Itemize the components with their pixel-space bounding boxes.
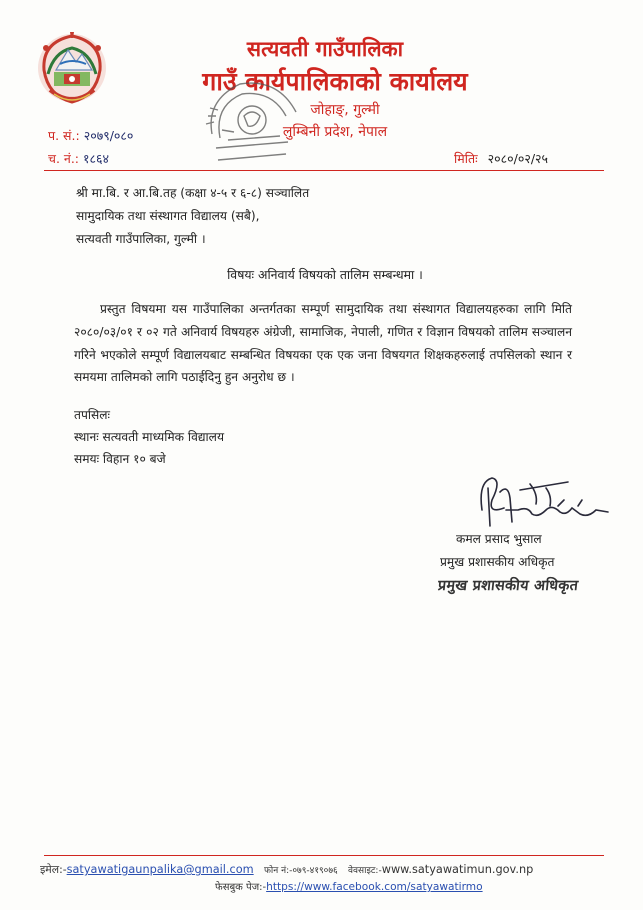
facebook-link[interactable]: https://www.facebook.com/satyawatirmo (266, 881, 483, 893)
reference-number-label: प. सं.: (48, 128, 80, 143)
header-divider (44, 170, 604, 171)
letter-body: प्रस्तुत विषयमा यस गाउँपालिका अन्तर्गतका सम्पूर्ण सामुदायिक तथा संस्थागत विद्यालयहरुका लागि मिति २०८०/०३/०१ र ०२ गते अनिवार्य विषयहरु अंग्रेजी, सामाजिक, नेपाली, गणित र विज्ञान विषयको तालिम सञ्चालन गरिने भएकोले सम्पूर्ण विद्यालयबाट सम्बन्धित विषयका एक एक जना विषयगत शिक्षकहरुलाई तपसिलको स्थान र समयमा तालिमको लागि पठाईदिनु हुन अनुरोध छ । (74, 302, 572, 385)
letter-subject: विषयः अनिवार्य विषयको तालिम सम्बन्धमा । (227, 267, 423, 282)
addressee-line: सत्यवती गाउँपालिका, गुल्मी । (76, 232, 206, 246)
facebook-label: फेसबुक पेज:- (215, 882, 267, 893)
details-time: समयः विहान १० बजे (74, 452, 166, 466)
website-link[interactable]: www.satyawatimun.gov.np (381, 863, 534, 876)
office-seal-stamp (200, 72, 304, 170)
details-heading: तपसिलः (74, 408, 110, 422)
letter-date (454, 150, 548, 167)
municipality-name: सत्यवती गाउँपालिका (246, 37, 404, 61)
footer-facebook (215, 879, 483, 893)
office-name: गाउँ कार्यपालिकाको कार्यालय (202, 67, 468, 96)
reference-number (48, 127, 133, 144)
website-label: वेवसाइट:- (348, 866, 382, 876)
office-location: जोहाङ्, गुल्मी (310, 102, 380, 118)
reference-number-value: २०७९/०८० (83, 128, 134, 143)
letter-date-label: मितिः (454, 151, 478, 166)
dispatch-number (48, 150, 109, 167)
dispatch-number-label: च. नं.: (48, 151, 80, 166)
footer-divider (44, 855, 604, 856)
nepal-emblem-icon (34, 30, 110, 112)
phone-number: फोन नं:-०७९-४१९०७६ (263, 866, 338, 876)
signatory-title: प्रमुख प्रशासकीय अधिकृत (440, 555, 555, 569)
signatory-name: कमल प्रसाद भुसाल (456, 532, 542, 546)
dispatch-number-value: १८६४ (83, 151, 110, 166)
signatory-stamp: प्रमुख प्रशासकीय अधिकृत (437, 578, 579, 594)
addressee-line: सामुदायिक तथा संस्थागत विद्यालय (सबै), (76, 209, 260, 223)
letter-date-value: २०८०/०२/२५ (487, 151, 549, 166)
email-label: इमेल:- (40, 863, 67, 876)
footer-contact (40, 862, 610, 877)
email-link[interactable]: satyawatigaunpalika@gmail.com (66, 863, 254, 876)
handwritten-signature (448, 470, 620, 534)
addressee-line: श्री मा.बि. र आ.बि.तह (कक्षा ४-५ र ६-८) सञ्चालित (76, 186, 310, 200)
details-place: स्थानः सत्यवती माध्यमिक विद्यालय (74, 430, 225, 444)
office-province: लुम्बिनी प्रदेश, नेपाल (282, 124, 388, 140)
